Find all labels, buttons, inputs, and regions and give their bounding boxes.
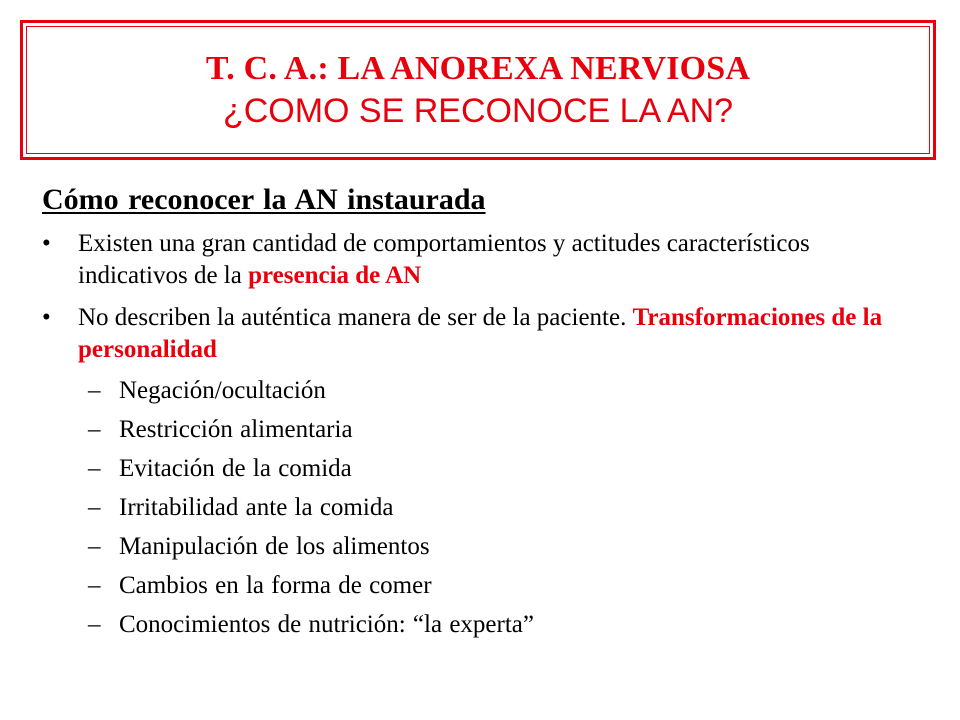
sub-item-text: Cambios en la forma de comer	[119, 572, 432, 599]
sub-item-text: Irritabilidad ante la comida	[119, 494, 394, 521]
section-heading: Cómo reconocer la AN instaurada	[42, 183, 486, 216]
bullet-highlight: Transformaciones de la personalidad	[78, 304, 883, 363]
sub-item-text: Conocimientos de nutrición: “la experta”	[119, 611, 534, 638]
slide-title-box	[20, 20, 936, 160]
bullet-highlight: presencia de AN	[248, 262, 422, 289]
dash-marker: –	[88, 455, 101, 482]
bullet-marker: •	[42, 230, 51, 257]
sub-list-item	[42, 571, 922, 601]
dash-marker: –	[88, 533, 101, 560]
sub-list-item	[42, 415, 922, 445]
bullet-item	[42, 228, 922, 292]
sub-list-item	[42, 454, 922, 484]
sub-list-item	[42, 376, 922, 406]
bullet-text: Existen una gran cantidad de comportamientos y actitudes característicos indicativos de la	[78, 230, 810, 289]
bullet-marker: •	[42, 304, 51, 331]
dash-marker: –	[88, 572, 101, 599]
bullet-text: No describen la auténtica manera de ser de la paciente.	[78, 304, 633, 331]
dash-marker: –	[88, 416, 101, 443]
sub-item-text: Evitación de la comida	[119, 455, 352, 482]
sub-item-text: Manipulación de los alimentos	[119, 533, 430, 560]
sub-list-item	[42, 532, 922, 562]
sub-list-item	[42, 493, 922, 523]
sub-item-text: Negación/ocultación	[119, 377, 326, 404]
sub-list-item	[42, 610, 922, 640]
sub-list	[42, 376, 922, 640]
dash-marker: –	[88, 611, 101, 638]
dash-marker: –	[88, 494, 101, 521]
slide-subtitle: ¿COMO SE RECONOCE LA AN?	[222, 92, 734, 130]
slide-content	[42, 180, 922, 649]
bullet-item	[42, 302, 922, 366]
dash-marker: –	[88, 377, 101, 404]
slide-title: T. C. A.: LA ANOREXA NERVIOSA	[205, 50, 751, 87]
sub-item-text: Restricción alimentaria	[119, 416, 353, 443]
